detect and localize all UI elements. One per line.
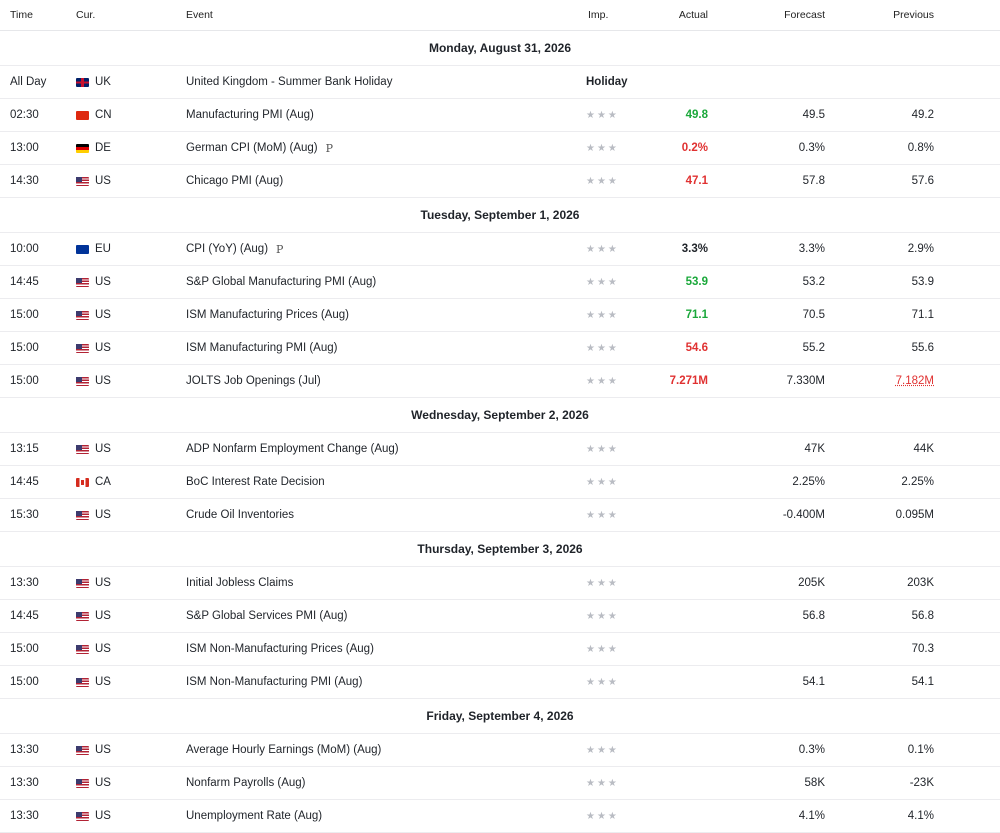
actual-value: 47.1 xyxy=(685,175,708,187)
event-name-cell xyxy=(178,577,508,589)
previous-value: 56.8 xyxy=(911,610,934,622)
forecast-value: 70.5 xyxy=(802,309,825,321)
event-time: 13:30 xyxy=(10,777,39,789)
importance-stars-icon: ★★★ xyxy=(586,643,619,655)
currency-code: UK xyxy=(95,76,111,88)
actual-value: 0.2% xyxy=(681,142,708,154)
event-row[interactable] xyxy=(0,666,1000,699)
day-header: Friday, September 4, 2026 xyxy=(0,699,1000,734)
event-currency xyxy=(68,577,178,589)
forecast-value: 57.8 xyxy=(802,175,825,187)
previous-value: 55.6 xyxy=(911,342,934,354)
event-name-cell xyxy=(178,777,508,789)
event-name-cell xyxy=(178,744,508,756)
importance-stars-icon: ★★★ xyxy=(586,610,619,622)
importance-stars-icon: ★★★ xyxy=(586,810,619,822)
day-header: Wednesday, September 2, 2026 xyxy=(0,398,1000,433)
col-time-header[interactable]: Time xyxy=(10,9,33,21)
event-name-cell xyxy=(178,76,508,88)
event-name-cell xyxy=(178,276,508,288)
event-time: 14:45 xyxy=(10,276,39,288)
previous-value: 2.9% xyxy=(907,243,934,255)
forecast-value: 56.8 xyxy=(802,610,825,622)
event-currency xyxy=(68,610,178,622)
event-time: 15:00 xyxy=(10,342,39,354)
event-row[interactable] xyxy=(0,99,1000,132)
previous-value: -23K xyxy=(909,777,934,789)
forecast-value: 53.2 xyxy=(802,276,825,288)
previous-value: 49.2 xyxy=(911,109,934,121)
event-name-cell xyxy=(178,443,508,455)
us-flag-icon xyxy=(76,511,89,520)
event-time: 14:45 xyxy=(10,610,39,622)
currency-code: US xyxy=(95,610,111,622)
previous-value: 44K xyxy=(913,443,934,455)
forecast-value: 205K xyxy=(798,577,825,589)
event-row[interactable] xyxy=(0,567,1000,600)
event-time: 15:30 xyxy=(10,509,39,521)
event-name[interactable]: CPI (YoY) (Aug) xyxy=(186,243,269,255)
event-time: 14:30 xyxy=(10,175,39,187)
event-currency xyxy=(68,109,178,121)
forecast-value: 3.3% xyxy=(798,243,825,255)
us-flag-icon xyxy=(76,645,89,654)
event-name[interactable]: Unemployment Rate (Aug) xyxy=(186,810,323,822)
forecast-value: 47K xyxy=(804,443,825,455)
event-currency xyxy=(68,342,178,354)
event-currency xyxy=(68,375,178,387)
event-name-cell xyxy=(178,476,508,488)
us-flag-icon xyxy=(76,177,89,186)
currency-code: EU xyxy=(95,243,111,255)
event-currency xyxy=(68,643,178,655)
us-flag-icon xyxy=(76,812,89,821)
currency-code: US xyxy=(95,577,111,589)
cn-flag-icon xyxy=(76,111,89,120)
col-event-header[interactable]: Event xyxy=(186,9,213,21)
currency-code: US xyxy=(95,810,111,822)
day-header: Tuesday, September 1, 2026 xyxy=(0,198,1000,233)
previous-value: 71.1 xyxy=(911,309,934,321)
event-name[interactable]: JOLTS Job Openings (Jul) xyxy=(186,375,321,387)
event-name[interactable]: S&P Global Services PMI (Aug) xyxy=(186,610,348,622)
previous-value: 53.9 xyxy=(911,276,934,288)
event-row[interactable] xyxy=(0,800,1000,833)
col-currency-header[interactable]: Cur. xyxy=(76,9,96,21)
importance-stars-icon: ★★★ xyxy=(586,243,619,255)
event-name-cell xyxy=(178,676,508,688)
preliminary-icon: P xyxy=(276,242,284,256)
event-currency xyxy=(68,676,178,688)
actual-value: 53.9 xyxy=(685,276,708,288)
event-currency xyxy=(68,142,178,154)
event-name[interactable]: ADP Nonfarm Employment Change (Aug) xyxy=(186,443,399,455)
event-currency xyxy=(68,76,178,88)
uk-flag-icon xyxy=(76,78,89,87)
event-currency xyxy=(68,175,178,187)
importance-stars-icon: ★★★ xyxy=(586,276,619,288)
event-row[interactable] xyxy=(0,66,1000,99)
forecast-value: 0.3% xyxy=(798,744,825,756)
currency-code: CN xyxy=(95,109,112,121)
actual-value: 49.8 xyxy=(685,109,708,121)
currency-code: US xyxy=(95,443,111,455)
actual-value: 7.271M xyxy=(669,375,708,387)
currency-code: US xyxy=(95,276,111,288)
event-row[interactable] xyxy=(0,233,1000,266)
event-time: 15:00 xyxy=(10,375,39,387)
actual-value: 71.1 xyxy=(685,309,708,321)
previous-value: 0.095M xyxy=(895,509,934,521)
event-name-cell xyxy=(178,643,508,655)
event-time: 15:00 xyxy=(10,309,39,321)
event-row[interactable] xyxy=(0,332,1000,365)
col-importance-header[interactable]: Imp. xyxy=(588,9,609,21)
event-time: All Day xyxy=(10,76,47,88)
event-row[interactable] xyxy=(0,466,1000,499)
us-flag-icon xyxy=(76,445,89,454)
forecast-value: 49.5 xyxy=(802,109,825,121)
event-currency xyxy=(68,243,178,255)
event-row[interactable] xyxy=(0,499,1000,532)
previous-value: 2.25% xyxy=(901,476,934,488)
event-name-cell xyxy=(178,810,508,822)
importance-stars-icon: ★★★ xyxy=(586,142,619,154)
currency-code: US xyxy=(95,676,111,688)
event-time: 10:00 xyxy=(10,243,39,255)
us-flag-icon xyxy=(76,612,89,621)
previous-value: 4.1% xyxy=(907,810,934,822)
importance-stars-icon: ★★★ xyxy=(586,777,619,789)
event-name[interactable]: S&P Global Manufacturing PMI (Aug) xyxy=(186,276,377,288)
us-flag-icon xyxy=(76,779,89,788)
importance-stars-icon: ★★★ xyxy=(586,309,619,321)
currency-code: US xyxy=(95,744,111,756)
event-name[interactable]: Chicago PMI (Aug) xyxy=(186,175,284,187)
event-row[interactable] xyxy=(0,132,1000,165)
event-time: 13:30 xyxy=(10,744,39,756)
event-name-cell xyxy=(178,610,508,622)
de-flag-icon xyxy=(76,144,89,153)
importance-stars-icon: ★★★ xyxy=(586,443,619,455)
forecast-value: 7.330M xyxy=(786,375,825,387)
event-name[interactable]: ISM Non-Manufacturing PMI (Aug) xyxy=(186,676,363,688)
ca-flag-icon xyxy=(76,478,89,487)
event-row[interactable] xyxy=(0,767,1000,800)
previous-value: 0.1% xyxy=(907,744,934,756)
us-flag-icon xyxy=(76,678,89,687)
event-row[interactable] xyxy=(0,266,1000,299)
us-flag-icon xyxy=(76,311,89,320)
event-name-cell xyxy=(178,142,508,155)
currency-code: US xyxy=(95,777,111,789)
currency-code: US xyxy=(95,309,111,321)
event-row[interactable] xyxy=(0,734,1000,767)
us-flag-icon xyxy=(76,344,89,353)
previous-value: 70.3 xyxy=(911,643,934,655)
event-row[interactable] xyxy=(0,433,1000,466)
importance-stars-icon: ★★★ xyxy=(586,509,619,521)
event-time: 14:45 xyxy=(10,476,39,488)
forecast-value: 4.1% xyxy=(798,810,825,822)
previous-value[interactable]: 7.182M xyxy=(895,375,934,387)
calendar-body xyxy=(0,31,1000,833)
us-flag-icon xyxy=(76,579,89,588)
event-name-cell xyxy=(178,109,508,121)
table-header xyxy=(0,0,1000,31)
importance-stars-icon: ★★★ xyxy=(586,109,619,121)
event-currency xyxy=(68,443,178,455)
forecast-value: 0.3% xyxy=(798,142,825,154)
forecast-value: 54.1 xyxy=(802,676,825,688)
col-previous-header[interactable]: Previous xyxy=(893,9,934,21)
event-name[interactable]: ISM Manufacturing Prices (Aug) xyxy=(186,309,349,321)
eu-flag-icon xyxy=(76,245,89,254)
event-row[interactable] xyxy=(0,299,1000,332)
forecast-value: 55.2 xyxy=(802,342,825,354)
event-time: 13:00 xyxy=(10,142,39,154)
col-actual-header[interactable]: Actual xyxy=(678,9,708,21)
currency-code: CA xyxy=(95,476,111,488)
importance-stars-icon: ★★★ xyxy=(586,476,619,488)
event-currency xyxy=(68,744,178,756)
event-currency xyxy=(68,777,178,789)
event-currency xyxy=(68,309,178,321)
event-name[interactable]: Average Hourly Earnings (MoM) (Aug) xyxy=(186,744,382,756)
currency-code: US xyxy=(95,509,111,521)
event-currency xyxy=(68,276,178,288)
event-name[interactable]: Crude Oil Inventories xyxy=(186,509,295,521)
currency-code: US xyxy=(95,643,111,655)
us-flag-icon xyxy=(76,746,89,755)
forecast-value: -0.400M xyxy=(782,509,825,521)
importance-stars-icon: ★★★ xyxy=(586,744,619,756)
previous-value: 203K xyxy=(907,577,934,589)
event-name-cell xyxy=(178,342,508,354)
event-name[interactable]: Nonfarm Payrolls (Aug) xyxy=(186,777,306,789)
actual-value: 3.3% xyxy=(681,243,708,255)
event-row[interactable] xyxy=(0,365,1000,398)
holiday-label: Holiday xyxy=(586,76,628,88)
event-time: 13:15 xyxy=(10,443,39,455)
actual-value: 54.6 xyxy=(685,342,708,354)
event-currency xyxy=(68,810,178,822)
importance-stars-icon: ★★★ xyxy=(586,375,619,387)
event-name[interactable]: ISM Manufacturing PMI (Aug) xyxy=(186,342,338,354)
event-name[interactable]: German CPI (MoM) (Aug) xyxy=(186,142,318,154)
event-name-cell xyxy=(178,309,508,321)
forecast-value: 2.25% xyxy=(792,476,825,488)
event-currency xyxy=(68,476,178,488)
event-name-cell xyxy=(178,175,508,187)
event-name[interactable]: United Kingdom - Summer Bank Holiday xyxy=(186,76,393,88)
currency-code: US xyxy=(95,175,111,187)
previous-value: 57.6 xyxy=(911,175,934,187)
event-time: 15:00 xyxy=(10,643,39,655)
importance-stars-icon: ★★★ xyxy=(586,676,619,688)
event-row[interactable] xyxy=(0,600,1000,633)
event-currency xyxy=(68,509,178,521)
currency-code: DE xyxy=(95,142,111,154)
event-row[interactable] xyxy=(0,165,1000,198)
currency-code: US xyxy=(95,375,111,387)
event-name-cell xyxy=(178,243,508,256)
previous-value: 54.1 xyxy=(911,676,934,688)
event-name[interactable]: BoC Interest Rate Decision xyxy=(186,476,325,488)
us-flag-icon xyxy=(76,377,89,386)
us-flag-icon xyxy=(76,278,89,287)
event-time: 15:00 xyxy=(10,676,39,688)
event-name-cell xyxy=(178,375,508,387)
event-time: 02:30 xyxy=(10,109,39,121)
event-time: 13:30 xyxy=(10,810,39,822)
preliminary-icon: P xyxy=(325,141,334,155)
event-name[interactable]: Manufacturing PMI (Aug) xyxy=(186,109,314,121)
event-name-cell xyxy=(178,509,508,521)
event-name[interactable]: ISM Non-Manufacturing Prices (Aug) xyxy=(186,643,374,655)
currency-code: US xyxy=(95,342,111,354)
col-forecast-header[interactable]: Forecast xyxy=(784,9,825,21)
importance-stars-icon: ★★★ xyxy=(586,577,619,589)
event-row[interactable] xyxy=(0,633,1000,666)
forecast-value: 58K xyxy=(804,777,825,789)
previous-value: 0.8% xyxy=(907,142,934,154)
importance-stars-icon: ★★★ xyxy=(586,175,619,187)
importance-stars-icon: ★★★ xyxy=(586,342,619,354)
day-header: Monday, August 31, 2026 xyxy=(0,31,1000,66)
event-time: 13:30 xyxy=(10,577,39,589)
day-header: Thursday, September 3, 2026 xyxy=(0,532,1000,567)
event-name[interactable]: Initial Jobless Claims xyxy=(186,577,294,589)
